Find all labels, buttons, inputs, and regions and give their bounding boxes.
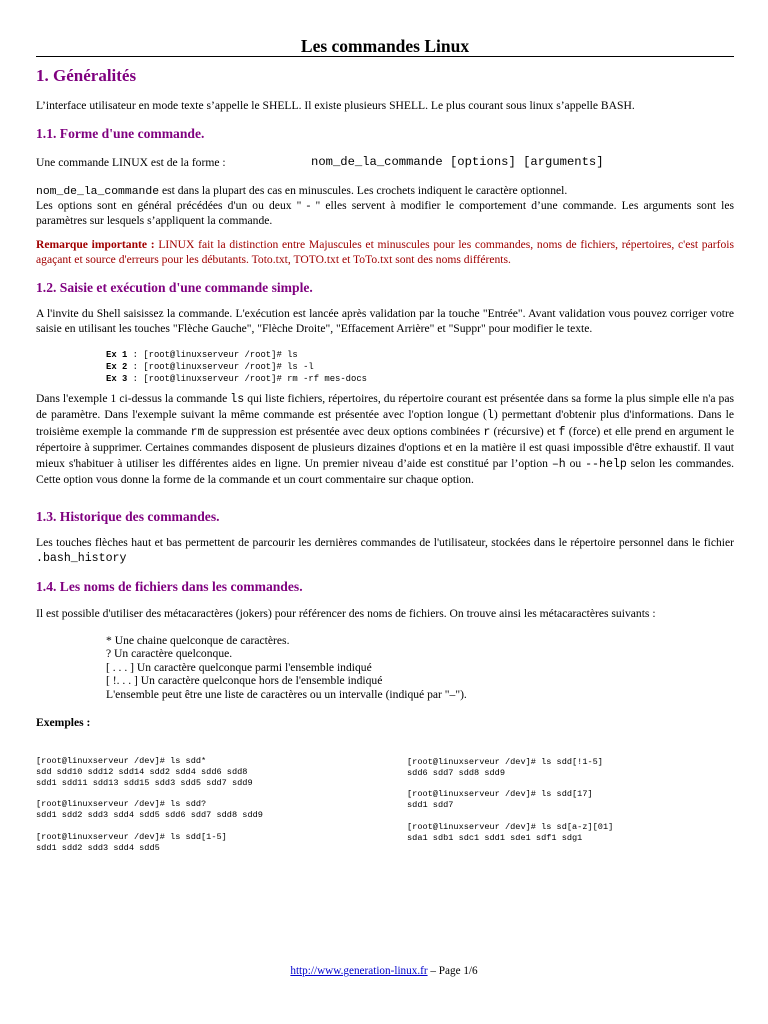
section-1-4-heading: 1.4. Les noms de fichiers dans les commandes. xyxy=(36,579,303,594)
example-ls-sdd-set: [root@linuxserveur /dev]# ls sdd[17] sdd1 sdd7 xyxy=(407,789,593,811)
command-name-code: nom_de_la_commande xyxy=(36,186,160,198)
site-link[interactable]: http://www.generation-linux.fr xyxy=(290,965,428,977)
para-text: est dans la plupart des cas en minuscules. Les crochets indiquent le caractère optionnel. xyxy=(159,184,568,197)
section-1-heading: 1. Généralités xyxy=(36,66,137,85)
inline-code: f xyxy=(558,425,566,439)
section-1-2-para-2: Dans l'exemple 1 ci-dessus la commande ls qui liste fichiers, répertoires, du répertoire courant est présentée dans sa forme la plus simple elle n'a pas de paramètre. Dans l'exemple suivant la même commande est présentée avec l'option longue (l) permettant d'obtenir plus d'informations. Dans le troisième exemple la commande rm de suppression est présentée avec deux options combinées r (récursive) et f (force) et elle prend en argument le répertoire à supprimer. Certaines commandes disposent de plusieurs dizaines d'options et en la matière il est quasi impossible d'être exhaustif. Il vaut mieux s'habituer à utiliser les différentes aides en ligne. Un premier niveau d’aide est constitué par l’option –h ou --help selon les commandes. Cette option vous donne la forme de la commande et un court commentaire sur chaque option. xyxy=(36,392,735,487)
inline-code: –h xyxy=(551,457,566,471)
remark-text: LINUX fait la distinction entre Majuscules et minuscules pour les commandes, noms de fichiers, répertoires, c'est parfois agaçant et source d'erreurs pour les débutants. Toto.txt, TOTO.txt et ToTo.txt sont des noms différents. xyxy=(36,238,734,267)
section-1-text: L’interface utilisateur en mode texte s’appelle le SHELL. Il existe plusieurs SHELL. Le plus courant sous linux s’appelle BASH. xyxy=(36,99,635,112)
section-1-1-para-2: Les options sont en général précédées d'un ou deux " - " elles servent à modifier le comportement d’une commande. Les arguments sont les paramètres sur lesquels s’appliquent la commande. xyxy=(36,199,734,228)
example-line: Ex 3 : [root@linuxserveur /root]# rm -rf mes-docs xyxy=(106,374,367,384)
examples-block xyxy=(106,349,367,385)
example-ls-sdd-star: [root@linuxserveur /dev]# ls sdd* sdd sdd10 sdd12 sdd14 sdd2 sdd4 sdd6 sdd8 sdd1 sdd11 sdd13 sdd15 sdd3 sdd5 sdd7 sdd9 xyxy=(36,756,253,789)
history-file-code: .bash_history xyxy=(36,552,127,566)
inline-code: rm xyxy=(190,425,205,439)
inline-code: ls xyxy=(230,393,245,406)
page-title: Les commandes Linux xyxy=(300,36,470,56)
list-item: [ !. . . ] Un caractère quelconque hors de l'ensemble indiqué xyxy=(106,674,383,688)
list-item: [ . . . ] Un caractère quelconque parmi l'ensemble indiqué xyxy=(106,660,372,674)
page-footer xyxy=(0,964,768,979)
remark-label: Remarque importante : xyxy=(36,238,155,251)
list-item: ? Un caractère quelconque. xyxy=(106,647,233,661)
examples-label: Exemples : xyxy=(36,716,91,729)
section-1-2-heading: 1.2. Saisie et exécution d'une commande simple. xyxy=(36,280,313,295)
section-1-1-heading: 1.1. Forme d'une commande. xyxy=(36,126,205,141)
example-ls-sdd-not-range: [root@linuxserveur /dev]# ls sdd[!1-5] sdd6 sdd7 sdd8 sdd9 xyxy=(407,757,603,779)
command-form-syntax: nom_de_la_commande [options] [arguments] xyxy=(311,155,604,169)
example-ls-sdd-range: [root@linuxserveur /dev]# ls sdd[1-5] sdd1 sdd2 sdd3 sdd4 sdd5 xyxy=(36,832,227,854)
inline-code: l xyxy=(486,409,494,423)
example-line: Ex 2 : [root@linuxserveur /root]# ls -l xyxy=(106,362,314,372)
section-1-2-para-1: A l'invite du Shell saisissez la commande. L'exécution est lancée après validation par la touche "Entrée". Avant validation vous pouvez corriger votre saisie en utilisant les touches "Flèche Gauche", "Flèche Droite", "Effacement Arrière" et "Suppr" pour modifier le texte. xyxy=(36,307,734,336)
command-form-label: Une commande LINUX est de la forme : xyxy=(36,156,226,169)
example-ls-sd-az: [root@linuxserveur /dev]# ls sd[a-z][01] sda1 sdb1 sdc1 sdd1 sde1 sdf1 sdg1 xyxy=(407,822,614,844)
section-1-3-para: Les touches flèches haut et bas permettent de parcourir les dernières commandes de l'utilisateur, stockées dans le répertoire personnel dans le fichier .bash_history xyxy=(36,536,734,566)
title-rule xyxy=(36,56,734,57)
example-ls-sdd-question: [root@linuxserveur /dev]# ls sdd? sdd1 sdd2 sdd3 sdd4 sdd5 sdd6 sdd7 sdd8 sdd9 xyxy=(36,799,263,821)
page-number: – Page 1/6 xyxy=(427,965,478,977)
list-item: L'ensemble peut être une liste de caractères ou un intervalle (indiqué par "–"). xyxy=(106,687,467,701)
metachar-list xyxy=(106,634,706,701)
important-remark xyxy=(36,237,734,268)
section-1-4-para: Il est possible d'utiliser des métacaractères (jokers) pour référencer des noms de fichiers. On trouve ainsi les métacaractères suivants : xyxy=(36,607,656,620)
inline-code: r xyxy=(483,425,491,439)
section-1-3-heading: 1.3. Historique des commandes. xyxy=(36,509,220,524)
example-line: Ex 1 : [root@linuxserveur /root]# ls xyxy=(106,350,298,360)
inline-code: --help xyxy=(585,457,627,471)
list-item: * Une chaine quelconque de caractères. xyxy=(106,634,290,647)
